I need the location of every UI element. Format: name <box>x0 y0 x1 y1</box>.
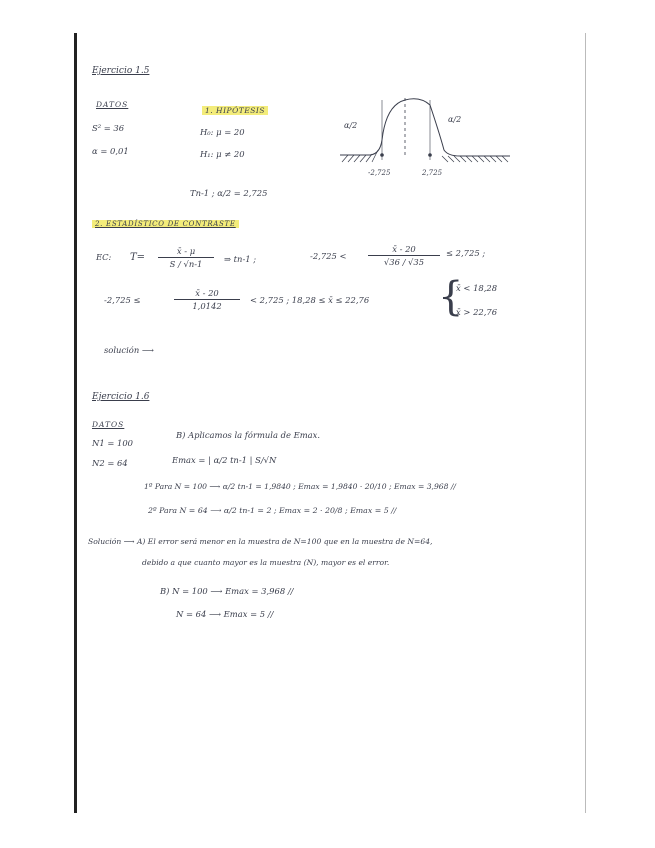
t-critical-value: Tn-1 ; α/2 = 2,725 <box>190 188 268 198</box>
solucion-ex15: solución ⟶ <box>104 345 154 355</box>
distribution-sketch <box>330 90 520 185</box>
ec-T: T= <box>130 252 146 263</box>
rejection-region-high: x̄ > 22,76 <box>456 307 498 317</box>
hipotesis-heading: 1. HIPÓTESIS <box>202 106 268 115</box>
region-brace: { <box>438 274 464 320</box>
ec-ineq-left: -2,725 < <box>310 251 347 261</box>
ex16-n2: N2 = 64 <box>92 458 128 468</box>
ec-arrow: ⇒ tn-1 ; <box>224 254 257 264</box>
estadistico-heading: 2. ESTADÍSTICO DE CONTRASTE <box>92 220 239 228</box>
neg-critical-label: -2,725 <box>368 169 391 177</box>
ex15-title: Ejercicio 1.5 <box>92 66 150 76</box>
row2-numerator: x̄ - 20 <box>174 288 240 300</box>
ex16-solution-a2: debido a que cuanto mayor es la muestra (N), mayor es el error. <box>142 558 390 567</box>
ex16-case1: 1º Para N = 100 ⟶ α/2 tn-1 = 1,9840 ; Emax = 1,9840 · 20/10 ; Emax = 3,968 // <box>144 482 456 491</box>
ec-ineq-right: ≤ 2,725 ; <box>446 248 486 258</box>
alpha-left-label: α/2 <box>344 121 358 130</box>
rejection-region-low: x̄ < 18,28 <box>456 283 498 293</box>
h1-statement: H₁: μ ≠ 20 <box>200 149 245 159</box>
ec-fraction-2 <box>368 244 440 267</box>
ex16-datos-label: DATOS <box>92 420 125 429</box>
ex15-datos-label: DATOS <box>96 100 129 109</box>
ex16-solution-b1: B) N = 100 ⟶ Emax = 3,968 // <box>160 586 294 596</box>
ex16-case2: 2º Para N = 64 ⟶ α/2 tn-1 = 2 ; Emax = 2 · 20/8 ; Emax = 5 // <box>148 506 397 515</box>
row2-left: -2,725 ≤ <box>104 295 141 305</box>
row2-mid: < 2,725 ; 18,28 ≤ x̄ ≤ 22,76 <box>250 295 370 305</box>
pos-critical-label: 2,725 <box>422 169 443 177</box>
ex16-b-line: B) Aplicamos la fórmula de Emax. <box>176 430 321 440</box>
ec-numerator-2: x̄ - 20 <box>368 244 440 256</box>
ec-denominator: S / √n-1 <box>169 259 203 269</box>
ex15-datos-alpha: α = 0,01 <box>92 146 129 156</box>
h0-statement: H₀: μ = 20 <box>200 127 245 137</box>
ec-fraction <box>158 246 214 269</box>
ex16-solution-b2: N = 64 ⟶ Emax = 5 // <box>176 609 274 619</box>
ex15-datos-s2: S² = 36 <box>92 123 125 133</box>
ec-label: EC: <box>96 252 112 262</box>
ec-numerator: x̄ - μ <box>158 246 214 258</box>
ex16-n1: N1 = 100 <box>92 438 133 448</box>
ex16-emax-formula: Emax = | α/2 tn-1 | S/√N <box>172 455 277 465</box>
ex16-title: Ejercicio 1.6 <box>92 392 150 402</box>
row2-denominator: 1,0142 <box>192 301 222 311</box>
ex16-solution-a1: Solución ⟶ A) El error será menor en la muestra de N=100 que en la muestra de N=64, <box>88 537 433 546</box>
alpha-right-label: α/2 <box>448 115 462 124</box>
ec-denominator-2: √36 / √35 <box>383 257 425 267</box>
row2-fraction <box>174 288 240 311</box>
